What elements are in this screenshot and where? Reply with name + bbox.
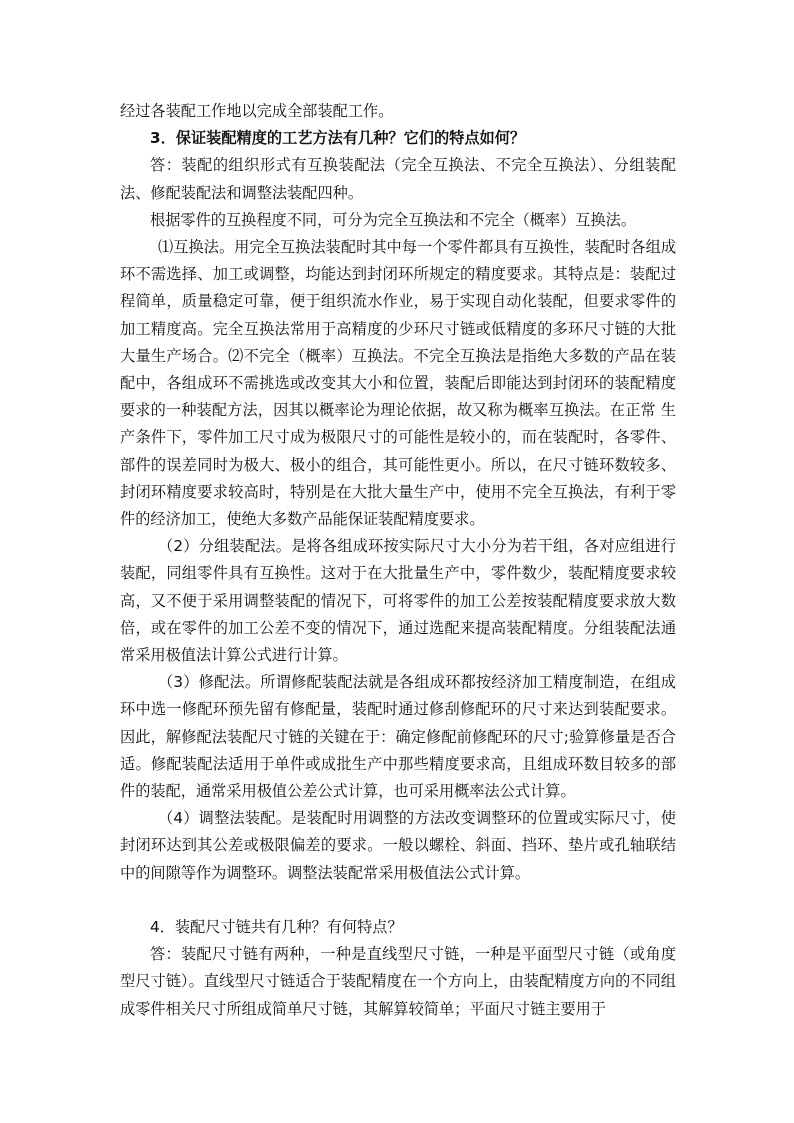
paragraph-interchange-types: 根据零件的互换程度不同，可分为完全互换法和不完全（概率）互换法。 (150, 210, 636, 229)
paragraph-continuation: 经过各装配工作地以完成全部装配工作。 (120, 102, 394, 120)
question-3-heading: 3．保证装配精度的工艺方法有几种？它们的特点如何？ (150, 129, 526, 148)
paragraph-fitting-method: （3）修配法。所谓修配装配法就是各组成环都按经济加工精度制造，在组成环中选一修配环预先留有修配量，装配时通过修刮修配环的尺寸来达到装配要求。因此，解修配法装配尺寸链的关键在于：确定修配前修配环的尺寸;验算修量是否合适。修配装配法适用于单件或成批生产中那些精度要求高，且组成环数目较多的部件的装配，通常采用极值公差公式计算，也可采用概率法公式计算。 (120, 673, 676, 801)
paragraph-adjustment-method: （4）调整法装配。是装配时用调整的方法改变调整环的位置或实际尺寸，使封闭环达到其公差或极限偏差的要求。一般以螺栓、斜面、挡环、垫片或孔轴联结中的间隙等作为调整环。调整法装配常采用极值法公式计算。 (120, 809, 676, 882)
answer-4: 答：装配尺寸链有两种，一种是直线型尺寸链，一种是平面型尺寸链（或角度型尺寸链）。直线型尺寸链适合于装配精度在一个方向上，由装配精度方向的不同组成零件相关尺寸所组成简单尺寸链，其解算较简单；平面尺寸链主要用于 (120, 945, 676, 1018)
answer-3-intro: 答：装配的组织形式有互换装配法（完全互换法、不完全互换法）、分组装配法、修配装配法和调整法装配四种。 (120, 156, 676, 202)
paragraph-interchange-method: ⑴互换法。用完全互换法装配时其中每一个零件都具有互换性，装配时各组成环不需选择、加工或调整，均能达到封闭环所规定的精度要求。其特点是：装配过程简单，质量稳定可靠，便于组织流水作业，易于实现自动化装配，但要求零件的加工精度高。完全互换法常用于高精度的少环尺寸链或低精度的多环尺寸链的大批大量生产场合。⑵不完全（概率）互换法。不完全互换法是指绝大多数的产品在装配中，各组成环不需挑选或改变其大小和位置，装配后即能达到封闭环的装配精度要求的一种装配方法，因其以概率论为理论依据，故又称为概率互换法。在正常 生产条件下，零件加工尺寸成为极限尺寸的可能性是较小的，而在装配时，各零件、部件的误差同时为极大、极小的组合，其可能性更小。所以，在尺寸链环数较多、封闭环精度要求较高时，特别是在大批大量生产中，使用不完全互换法，有利于零件的经济加工，使绝大多数产品能保证装配精度要求。 (120, 238, 676, 529)
question-4-heading: 4．装配尺寸链共有几种？有何特点？ (150, 917, 403, 936)
blank-line (120, 887, 676, 914)
paragraph-group-assembly: （2）分组装配法。是将各组成环按实际尺寸大小分为若干组，各对应组进行装配，同组零件具有互换性。这对于在大批量生产中，零件数少，装配精度要求较高，又不便于采用调整装配的情况下，可将零件的加工公差按装配精度要求放大数倍，或在零件的加工公差不变的情况下，通过选配来提高装配精度。分组装配法通常采用极值法计算公式进行计算。 (120, 537, 676, 665)
